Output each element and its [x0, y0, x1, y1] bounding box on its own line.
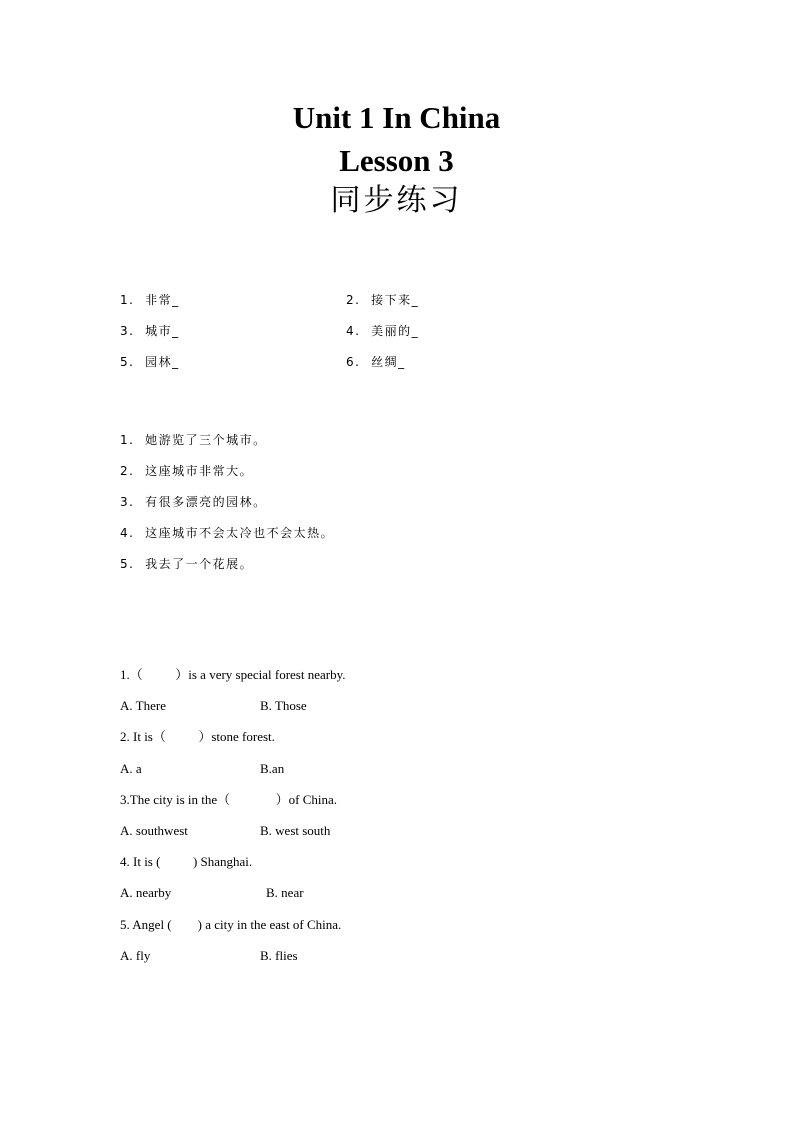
choice-option-a: A. nearby	[120, 885, 172, 900]
unit-title: Unit 1 In China	[292, 100, 501, 135]
lesson-title: Lesson 3	[339, 143, 454, 178]
sentence-item: 5. 我去了一个花展。	[120, 557, 254, 571]
sentence-item: 4. 这座城市不会太冷也不会太热。	[120, 526, 335, 540]
sentence-item: 3. 有很多漂亮的园林。	[120, 495, 267, 509]
page-subtitle: 同步练习	[330, 183, 463, 218]
choice-question: 4. It is ( ) Shanghai.	[120, 854, 253, 869]
choice-question: 1.（ ）is a very special forest nearby.	[120, 667, 346, 682]
vocab-item: 4. 美丽的_	[346, 324, 420, 338]
choice-option-a: A. a	[120, 761, 142, 776]
vocab-item: 2. 接下来_	[346, 293, 420, 307]
choice-question: 5. Angel ( ) a city in the east of China.	[120, 917, 342, 932]
choice-question: 2. It is（ ）stone forest.	[120, 729, 275, 744]
choice-option-a: A. fly	[120, 948, 151, 963]
sentence-item: 2. 这座城市非常大。	[120, 464, 254, 478]
choice-option-b: B. west south	[260, 823, 331, 838]
choice-option-b: B. near	[266, 885, 304, 900]
vocab-item: 1. 非常_	[120, 293, 180, 307]
sentence-item: 1. 她游览了三个城市。	[120, 433, 267, 447]
vocab-item: 6. 丝绸_	[346, 355, 406, 369]
choice-option-b: B. Those	[260, 698, 307, 713]
choice-option-b: B.an	[260, 761, 285, 776]
choice-option-a: A. southwest	[120, 823, 188, 838]
choice-option-b: B. flies	[260, 948, 298, 963]
vocab-item: 3. 城市_	[120, 324, 180, 338]
choice-option-a: A. There	[120, 698, 166, 713]
choice-question: 3.The city is in the（ ）of China.	[120, 792, 338, 807]
vocab-item: 5. 园林_	[120, 355, 180, 369]
